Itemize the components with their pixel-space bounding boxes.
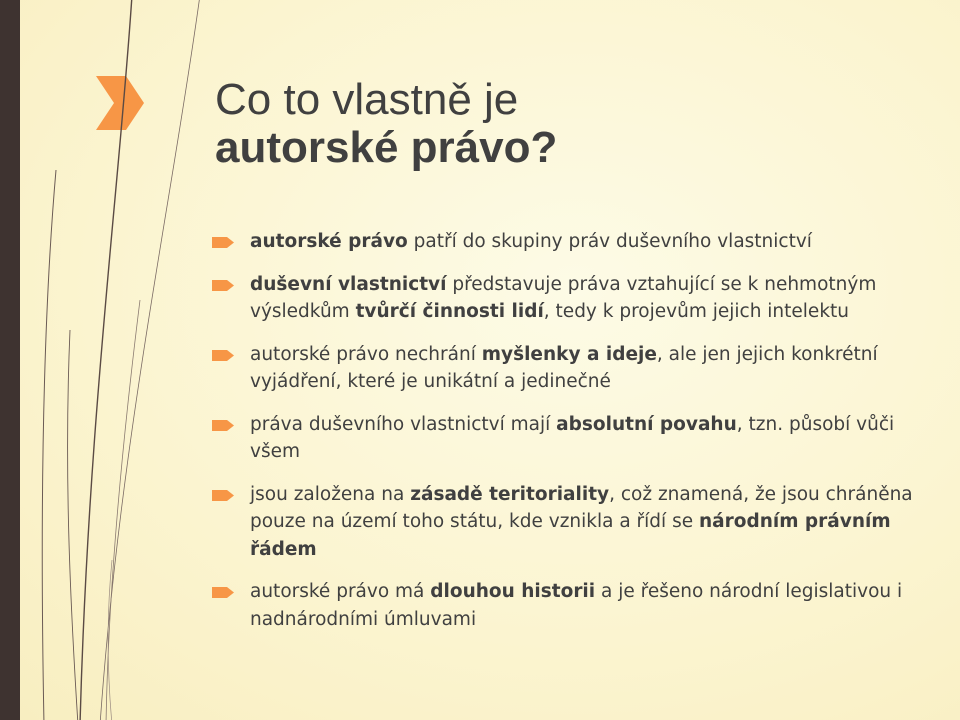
- arrow-right-icon: [212, 587, 234, 598]
- bullet-text: , tzn. působí vůči všem: [250, 413, 895, 462]
- bullet-text-bold: dlouhou historii: [430, 581, 596, 602]
- arrow-right-icon: [212, 490, 234, 501]
- title-line-2: autorské právo?: [215, 123, 558, 172]
- bullet-text-bold: zásadě teritoriality: [410, 483, 610, 505]
- bullet-text: práva duševního vlastnictví mají: [250, 413, 557, 435]
- arrow-right-icon: [212, 237, 234, 248]
- title-line-1: Co to vlastně je: [215, 75, 519, 124]
- bullet-text: autorské právo má: [250, 581, 431, 602]
- arrow-right-icon: [212, 280, 234, 291]
- slide-title: [215, 76, 557, 172]
- bullet-text: představuje práva vztahující se k nehmotným výsledkům: [250, 273, 877, 322]
- deco-curve: [42, 170, 56, 720]
- bullet-text: , ale jen jejich konkrétní vyjádření, které je unikátní a jedinečné: [250, 343, 878, 392]
- bullet-item: [212, 481, 932, 564]
- arrow-right-icon: [212, 350, 234, 361]
- title-accent-arrow: [96, 76, 144, 130]
- bullet-text-bold: tvůrčí činnosti lidí: [355, 301, 544, 322]
- deco-curve: [106, 300, 140, 720]
- bullet-text-bold: národním právním řádem: [250, 511, 891, 560]
- arrow-right-icon: [212, 420, 234, 431]
- deco-curve: [68, 330, 78, 720]
- bullet-text-bold: autorské právo: [250, 231, 408, 252]
- bullet-item: [212, 271, 932, 326]
- bullet-item: [212, 341, 932, 396]
- bullet-text-bold: myšlenky a ideje: [481, 343, 657, 365]
- bullet-text: , což znamená, že jsou chráněna pouze na území toho státu, kde vznikla a řídí se: [250, 483, 913, 532]
- bullet-text: patří do skupiny práv duševního vlastnictví: [407, 231, 812, 252]
- bullet-text: jsou založena na: [250, 483, 411, 505]
- bullet-text: a je řešeno národní legislativou i nadnárodními úmluvami: [250, 581, 903, 630]
- bullet-list: [212, 228, 932, 648]
- bullet-text: autorské právo nechrání: [250, 343, 482, 365]
- bullet-text-bold: absolutní povahu: [556, 413, 737, 435]
- bullet-text: , tedy k projevům jejich intelektu: [543, 301, 850, 322]
- bullet-item: [212, 228, 932, 256]
- bullet-item: [212, 578, 932, 633]
- bullet-item: [212, 411, 932, 466]
- bullet-text-bold: duševní vlastnictví: [250, 273, 447, 295]
